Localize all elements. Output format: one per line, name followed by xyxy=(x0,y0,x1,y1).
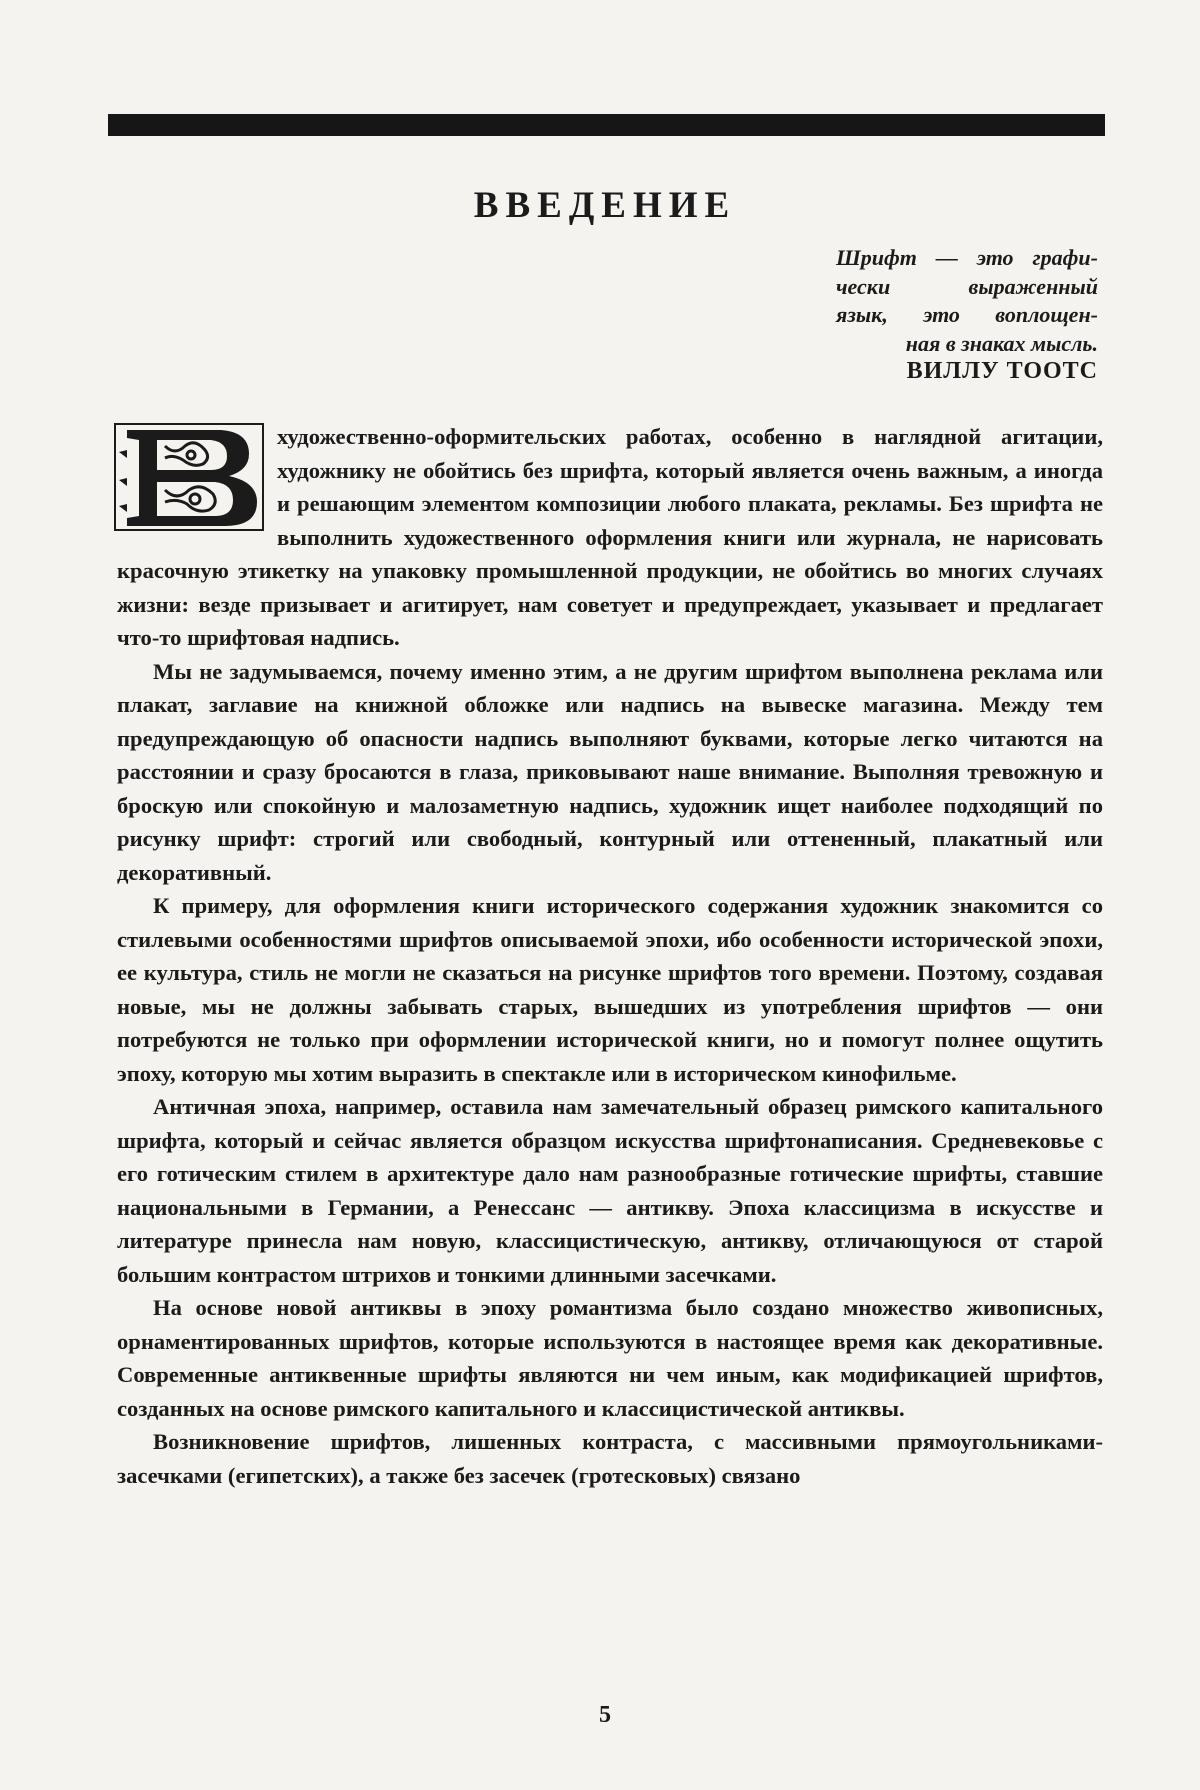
paragraph-3: К примеру, для оформления книги исторического содержания художник знакомится со стилевыми особенностями шрифтов описываемой эпохи, ибо особенности исторической эпохи, ее культура, стиль не могли не сказаться на рисунке шрифтов того времени. Поэтому, создавая новые, мы не должны забывать старых, вышедших из употребления шрифтов — они потребуются не только при оформлении исторической книги, но и помогут полнее ощутить эпоху, которую мы хотим выразить в спектакле или в историческом кинофильме. xyxy=(117,893,1103,1086)
paragraph-text: художественно-оформительских работах, особенно в наглядной агитации, художнику не обойтись без шрифта, который является очень важным, а иногда и решающим элементом композиции любого плаката, рекламы. Без шрифта не выполнить художественного оформления книги или журнала, не нарисовать красочную этикетку на упаковку промышленной продукции, не обойтись во многих случаях жизни: везде призывает и агитирует, нам советует и предупреждает, указывает и предлагает что-то шрифтовая надпись. xyxy=(117,424,1103,650)
drop-cap xyxy=(113,422,265,532)
ornamental-drop-cap-icon xyxy=(113,422,265,532)
paragraph-4: Античная эпоха, например, оставила нам замечательный образец римского капитального шрифта, который и сейчас является образцом искусства шрифтонаписания. Средневековье с его готическим стилем в архитектуре дало нам разнообразные готические шрифты, ставшие национальными в Германии, а Ренессанс — антикву. Эпоха классицизма в искусстве и литературе принесла нам новую, классицистическую, антикву, отличающуюся от старой большим контрастом штрихов и тонкими длинными засечками. xyxy=(117,1094,1103,1287)
chapter-title: ВВЕДЕНИЕ xyxy=(473,185,737,226)
paragraph-6: Возникновение шрифтов, лишенных контраста, с массивными прямоугольниками-засечками (египетских), а также без засечек (гротесковых) связано xyxy=(117,1429,1103,1488)
paragraph-5: На основе новой антиквы в эпоху романтизма было создано множество живописных, орнаментированных шрифтов, которые используются в настоящее время как декоративные. Современные антиквенные шрифты являются ни чем иным, как модификацией шрифтов, созданных на основе римского капитального и классицистической антиквы. xyxy=(117,1295,1103,1421)
paragraph-2: Мы не задумываемся, почему именно этим, а не другим шрифтом выполнена реклама или плакат, заглавие на книжной обложке или надпись на вывеске магазина. Между тем предупреждающую об опасности надпись выполняют буквами, которые легко читаются на расстоянии и сразу бросаются в глаза, приковывают наше внимание. Выполняя тревожную и броскую или спокойную и малозаметную надпись, художник ищет наиболее подходящий по рисунку шрифт: строгий или свободный, контурный или оттененный, плакатный или декоративный. xyxy=(117,658,1103,885)
paragraph-1 xyxy=(117,420,1103,655)
epigraph-line: чески выраженный xyxy=(836,273,1098,299)
epigraph-author: ВИЛЛУ ТООТС xyxy=(906,358,1098,384)
epigraph-line: Шрифт — это графи- xyxy=(836,245,1098,270)
header-rule xyxy=(108,114,1105,136)
epigraph-line: ная в знаках мысль. xyxy=(905,330,1098,356)
epigraph-line: язык, это воплощен- xyxy=(836,302,1098,327)
page-number: 5 xyxy=(599,1702,611,1728)
body-text xyxy=(117,420,1103,1492)
epigraph xyxy=(836,244,1098,358)
